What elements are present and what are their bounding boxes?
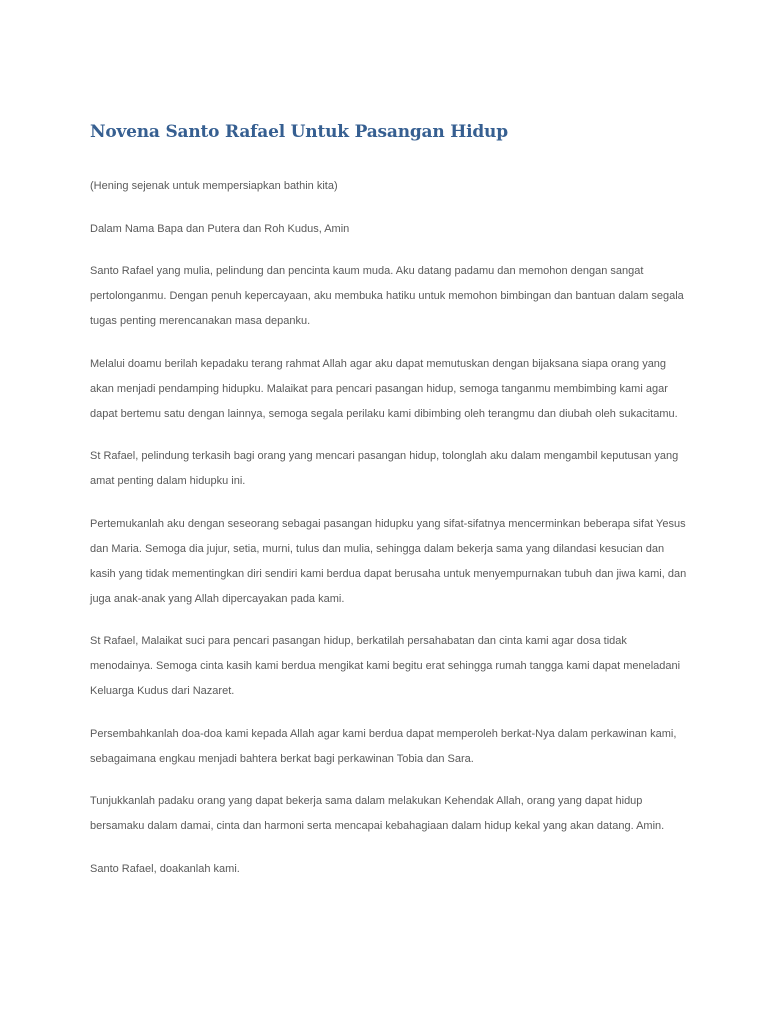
paragraph: Tunjukkanlah padaku orang yang dapat bekerja sama dalam melakukan Kehendak Allah, orang yang dapat hidup bersamaku dalam damai, cinta dan harmoni serta mencapai kebahagiaan dalam hidup kekal yang akan datang. Amin.: [90, 795, 665, 832]
paragraph: Pertemukanlah aku dengan seseorang sebagai pasangan hidupku yang sifat-sifatnya mencerminkan beberapa sifat Yesus dan Maria. Semoga dia jujur, setia, murni, tulus dan mulia, sehingga dalam bekerja sama yang dilandasi kesucian dan kasih yang tidak mementingkan diri sendiri kami berdua dapat berusaha untuk menyempurnakan tubuh dan jiwa kami, dan juga anak-anak yang Allah dipercayakan pada kami.: [90, 517, 687, 605]
paragraph: St Rafael, pelindung terkasih bagi orang yang mencari pasangan hidup, tolonglah aku dalam mengambil keputusan yang amat penting dalam hidupku ini.: [90, 450, 679, 487]
paragraph: St Rafael, Malaikat suci para pencari pasangan hidup, berkatilah persahabatan dan cinta kami agar dosa tidak menodainya. Semoga cinta kasih kami berdua mengikat kami begitu erat sehingga rumah tangga kami dapat meneladani Keluarga Kudus dari Nazaret.: [90, 635, 681, 697]
paragraph: Persembahkanlah doa-doa kami kepada Allah agar kami berdua dapat memperoleh berkat-Nya dalam perkawinan kami, sebagaimana engkau menjadi bahtera berkat bagi perkawinan Tobia dan Sara.: [90, 727, 677, 765]
paragraph-sign-of-cross: Dalam Nama Bapa dan Putera dan Roh Kudus, Amin: [90, 222, 350, 235]
paragraph-intro: (Hening sejenak untuk mempersiapkan bathin kita): [90, 180, 338, 192]
document-body: [90, 174, 690, 899]
paragraph-closing: Santo Rafael, doakanlah kami.: [90, 862, 240, 875]
paragraph: Melalui doamu berilah kepadaku terang rahmat Allah agar aku dapat memutuskan dengan bijaksana siapa orang yang akan menjadi pendamping hidupku. Malaikat para pencari pasangan hidup, semoga tanganmu membimbing kami agar dapat bertemu satu dengan lainnya, semoga segala perilaku kami dibimbing oleh terangmu dan diubah oleh sukacitamu.: [90, 357, 678, 420]
paragraph: Santo Rafael yang mulia, pelindung dan pencinta kaum muda. Aku datang padamu dan memohon dengan sangat pertolonganmu. Dengan penuh kepercayaan, aku membuka hatiku untuk memohon bimbingan dan bantuan dalam segala tugas penting merencanakan masa depanku.: [90, 265, 684, 327]
document-title: Novena Santo Rafael Untuk Pasangan Hidup: [90, 122, 508, 142]
